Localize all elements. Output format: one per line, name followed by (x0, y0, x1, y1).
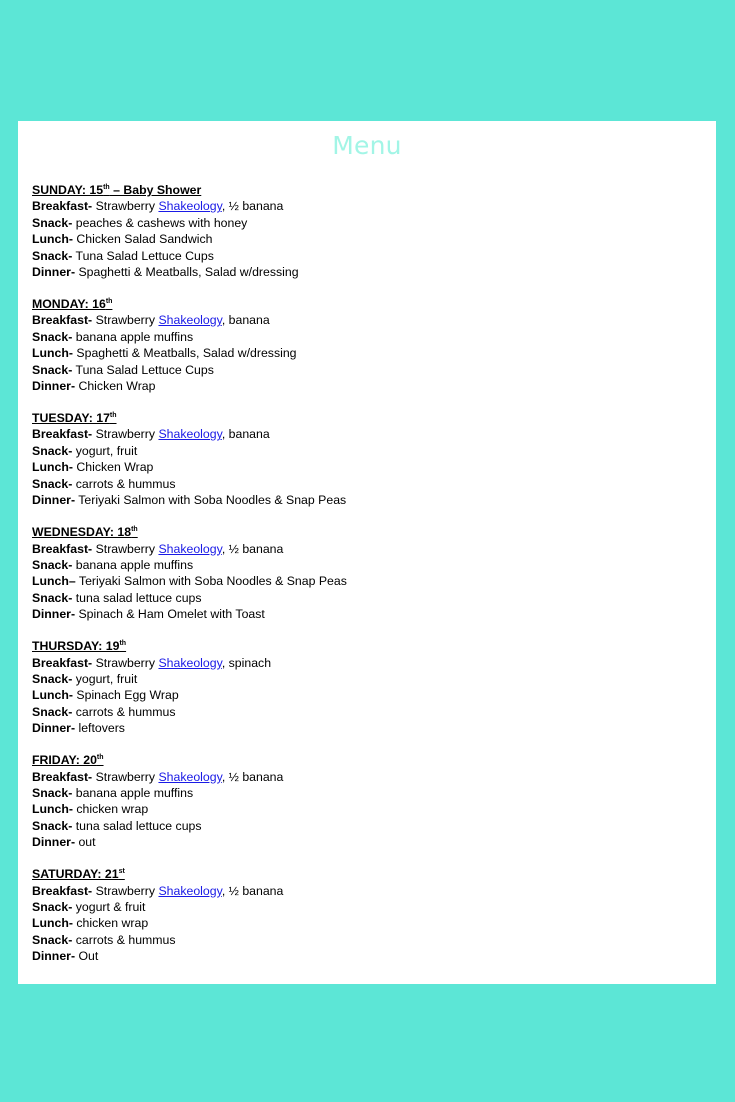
meal-text: Spinach Egg Wrap (72, 688, 179, 703)
meal-text: Strawberry (92, 883, 159, 898)
meal-text: yogurt & fruit (72, 900, 146, 914)
meal-text: Strawberry (92, 427, 159, 442)
meal-line (32, 785, 692, 801)
meal-text: Chicken Salad Sandwich (72, 232, 213, 247)
meal-text: Tuna Salad Lettuce Cups (72, 362, 214, 377)
day-heading-ordinal: th (96, 754, 104, 762)
shakeology-link[interactable]: Shakeology (158, 427, 222, 442)
menu-document (18, 121, 716, 984)
meal-line (32, 655, 692, 671)
meal-line (32, 329, 692, 345)
meal-label: Breakfast- (32, 199, 93, 214)
day-heading-date: TUESDAY: 17 (32, 411, 110, 426)
meal-text: chicken wrap (72, 802, 149, 817)
day-section (32, 296, 692, 394)
day-heading-event: – Baby Shower (109, 183, 202, 197)
meal-line (32, 606, 692, 622)
meal-label: Breakfast- (32, 541, 93, 556)
meal-line (32, 345, 692, 361)
meal-text: yogurt, fruit (72, 443, 138, 458)
meal-text: Chicken Wrap (75, 379, 156, 394)
meal-line (32, 378, 692, 394)
meal-label: Dinner- (32, 379, 76, 394)
day-heading-date: THURSDAY: 19 (32, 639, 120, 654)
meal-line (32, 590, 692, 606)
day-heading-date: WEDNESDAY: 18 (32, 525, 132, 540)
day-section (32, 752, 692, 850)
meal-text: tuna salad lettuce cups (72, 818, 202, 833)
day-section (32, 182, 692, 280)
meal-line (32, 801, 692, 817)
meal-label: Snack- (32, 329, 73, 344)
meal-text: carrots & hummus (72, 704, 176, 719)
meal-text: Spinach & Ham Omelet with Toast (75, 607, 265, 622)
meal-line (32, 492, 692, 508)
meal-label: Lunch- (32, 232, 73, 247)
day-heading-date: MONDAY: 16 (32, 297, 106, 312)
shakeology-link[interactable]: Shakeology (158, 541, 222, 556)
meal-label: Dinner- (32, 721, 76, 736)
meal-text: banana apple muffins (72, 329, 194, 344)
meal-text: yogurt, fruit (72, 671, 138, 686)
meal-label: Snack- (32, 818, 73, 833)
meal-text: Out (75, 949, 99, 964)
meal-text: , banana (221, 427, 270, 442)
meal-line (32, 215, 692, 231)
meal-line (32, 443, 692, 459)
meal-text: out (75, 835, 96, 850)
meal-label: Snack- (32, 248, 73, 263)
day-section (32, 410, 692, 508)
day-heading (32, 296, 692, 312)
meal-line (32, 671, 692, 687)
meal-label: Breakfast- (32, 769, 93, 784)
day-section (32, 524, 692, 622)
meal-label: Lunch- (32, 916, 73, 931)
meal-text: Teriyaki Salmon with Soba Noodles & Snap Peas (75, 574, 347, 589)
meal-label: Snack- (32, 671, 73, 686)
shakeology-link[interactable]: Shakeology (158, 313, 222, 328)
meal-label: Lunch- (32, 688, 73, 703)
meal-label: Snack- (32, 900, 73, 914)
meal-label: Breakfast- (32, 313, 93, 328)
shakeology-link[interactable]: Shakeology (158, 769, 222, 784)
day-heading-ordinal: th (109, 412, 117, 420)
meal-text: Strawberry (92, 313, 159, 328)
meal-text: , banana (221, 313, 270, 328)
meal-line (32, 541, 692, 557)
meal-text: Strawberry (92, 769, 159, 784)
meal-text: peaches & cashews with honey (72, 215, 248, 230)
meal-text: Tuna Salad Lettuce Cups (72, 248, 214, 263)
meal-line (32, 573, 692, 589)
meal-line (32, 899, 692, 915)
meal-label: Dinner- (32, 265, 76, 280)
meal-line (32, 883, 692, 899)
meal-line (32, 248, 692, 264)
day-heading-ordinal: th (119, 640, 127, 648)
meal-text: banana apple muffins (72, 785, 194, 800)
day-section (32, 638, 692, 736)
meal-line (32, 198, 692, 214)
meal-label: Breakfast- (32, 883, 93, 898)
meal-text: Chicken Wrap (72, 460, 154, 475)
day-heading-ordinal: th (103, 184, 110, 191)
meal-label: Lunch– (32, 574, 76, 589)
meal-label: Snack- (32, 557, 73, 572)
meal-label: Dinner- (32, 607, 76, 622)
meal-line (32, 704, 692, 720)
day-heading (32, 410, 692, 426)
meal-label: Snack- (32, 932, 73, 947)
meal-text: leftovers (75, 721, 125, 736)
meal-label: Snack- (32, 785, 73, 800)
meal-text: tuna salad lettuce cups (72, 590, 202, 605)
shakeology-link[interactable]: Shakeology (158, 883, 222, 898)
meal-label: Snack- (32, 443, 73, 458)
meal-label: Dinner- (32, 493, 76, 508)
meal-label: Lunch- (32, 346, 73, 361)
meal-text: chicken wrap (72, 916, 149, 931)
day-heading-date: FRIDAY: 20 (32, 753, 97, 768)
day-heading (32, 866, 692, 882)
shakeology-link[interactable]: Shakeology (158, 199, 222, 214)
day-heading-ordinal: st (118, 868, 125, 876)
meal-label: Snack- (32, 704, 73, 719)
meal-text: Strawberry (92, 655, 159, 670)
meal-label: Lunch- (32, 460, 73, 475)
meal-label: Lunch- (32, 802, 73, 817)
day-heading (32, 638, 692, 654)
day-heading-ordinal: th (131, 526, 138, 534)
meal-line (32, 459, 692, 475)
meal-text: , ½ banana (221, 883, 284, 898)
meal-text: Teriyaki Salmon with Soba Noodles & Snap Peas (75, 493, 347, 508)
meal-label: Snack- (32, 215, 73, 230)
day-heading-date: SUNDAY: 15 (32, 183, 104, 197)
meal-text: , ½ banana (221, 199, 284, 214)
meal-label: Snack- (32, 590, 73, 605)
meal-text: Spaghetti & Meatballs, Salad w/dressing (72, 346, 297, 361)
day-heading (32, 524, 692, 540)
meal-line (32, 915, 692, 931)
meal-label: Breakfast- (32, 655, 93, 670)
meal-text: , ½ banana (221, 541, 284, 556)
shakeology-link[interactable]: Shakeology (158, 655, 222, 670)
meal-label: Dinner- (32, 835, 76, 850)
day-section (32, 866, 692, 964)
meal-line (32, 687, 692, 703)
meal-text: carrots & hummus (72, 476, 176, 491)
meal-line (32, 264, 692, 280)
meal-line (32, 557, 692, 573)
meal-line (32, 948, 692, 964)
meal-line (32, 362, 692, 378)
day-heading-ordinal: th (105, 298, 113, 306)
meal-line (32, 834, 692, 850)
meal-line (32, 231, 692, 247)
meal-text: , spinach (221, 655, 272, 670)
meal-line (32, 769, 692, 785)
day-heading (32, 182, 692, 198)
meal-line (32, 932, 692, 948)
meal-line (32, 720, 692, 736)
day-heading-date: SATURDAY: 21 (32, 867, 119, 882)
meal-text: carrots & hummus (72, 932, 176, 947)
meal-line (32, 312, 692, 328)
meal-text: Strawberry (92, 541, 159, 556)
meal-text: Spaghetti & Meatballs, Salad w/dressing (75, 265, 299, 280)
meal-text: Strawberry (92, 199, 159, 214)
meal-line (32, 476, 692, 492)
meal-label: Snack- (32, 476, 73, 491)
meal-label: Dinner- (32, 949, 76, 964)
page-title: Menu (332, 131, 402, 160)
day-heading (32, 752, 692, 768)
meal-line (32, 818, 692, 834)
meal-text: banana apple muffins (72, 557, 194, 572)
day-list (32, 182, 692, 980)
meal-text: , ½ banana (221, 769, 284, 784)
meal-line (32, 426, 692, 442)
meal-label: Snack- (32, 362, 73, 377)
meal-label: Breakfast- (32, 427, 93, 442)
